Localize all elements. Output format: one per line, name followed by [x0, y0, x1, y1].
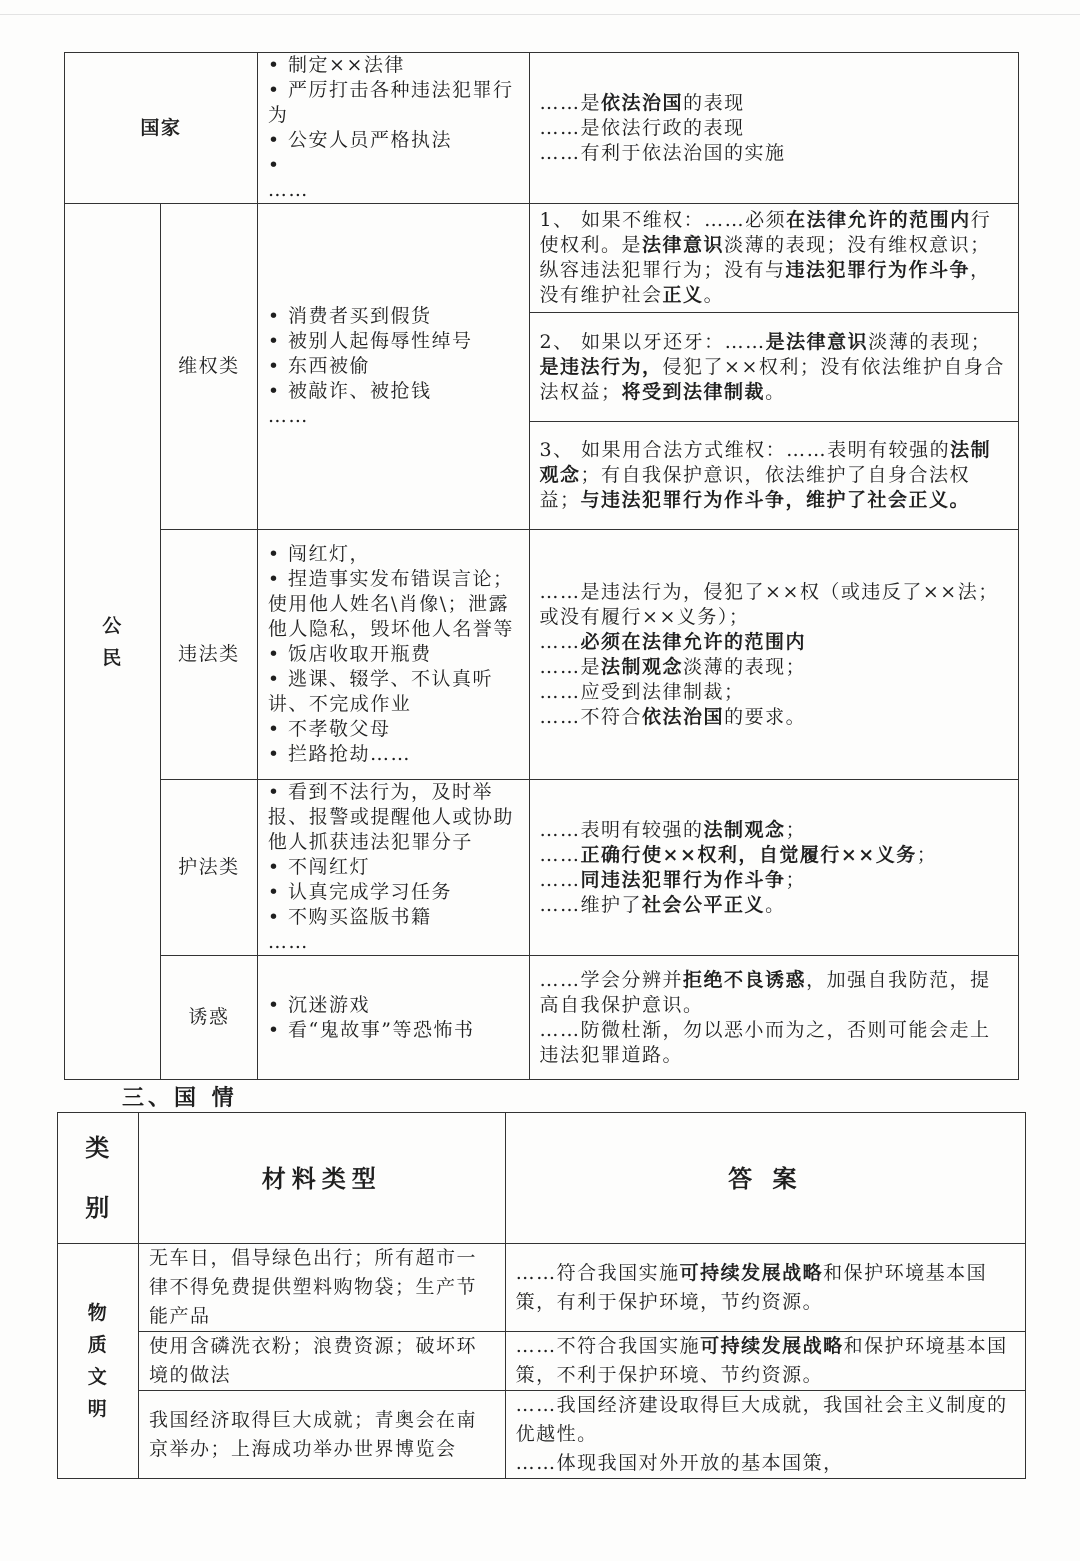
- answer-text: 。: [703, 284, 725, 306]
- answer-text: 淡薄的表现；没有维权意识；纵容违法犯罪行为；没有与: [539, 234, 991, 281]
- answer-row-2: [505, 1332, 1025, 1391]
- emphasis-text: 违法犯罪行为作斗争: [785, 259, 971, 281]
- answer-line: [540, 843, 1008, 868]
- answer-line: [540, 1018, 1008, 1068]
- citizen-label: 公民: [65, 204, 161, 1080]
- emphasis-text: 拒绝不良诱惑: [683, 968, 807, 991]
- answer-text: ……不符合我国实施: [515, 1335, 701, 1357]
- answer-text: ……是: [539, 655, 602, 678]
- emphasis-text: 社会公平正义: [642, 893, 766, 916]
- header-answer: 答 案: [505, 1113, 1025, 1244]
- illegal-materials: [257, 530, 529, 780]
- state-materials: [257, 53, 529, 204]
- emphasis-text: 是法律意识: [765, 330, 869, 353]
- header-material-type: 材料类型: [138, 1113, 505, 1244]
- emphasis-text: 可持续发展战略: [700, 1335, 844, 1357]
- material-item: ……: [267, 179, 309, 201]
- answer-text: 行使权利。是: [539, 209, 992, 256]
- answer-text: ……是依法行政的表现: [539, 116, 745, 139]
- material-item: • 捏造事实发布错误言论；使用他人姓名\肖像\；泄露他人隐私，毁坏他人名誉等: [267, 568, 514, 640]
- rights-materials: [257, 204, 529, 530]
- header-row: [58, 1113, 1026, 1244]
- material-item: ……: [267, 931, 309, 953]
- answer-line: [540, 818, 1008, 843]
- answer-text: ，加强自我防范，提高自我保护意识。: [539, 968, 991, 1016]
- emphasis-text: 正确行使××权利，自觉履行××义务: [580, 843, 917, 866]
- answer-line: [516, 1332, 1015, 1390]
- emphasis-text: 是违法行为，: [539, 355, 663, 378]
- material-item: ……: [267, 405, 309, 427]
- illegal-label: 违法类: [160, 530, 257, 780]
- emphasis-text: 将受到法律制裁: [621, 380, 766, 403]
- answer-line: [540, 705, 1008, 730]
- material-item: • 看“鬼故事”等恐怖书: [267, 1018, 475, 1041]
- protect-materials: [257, 780, 529, 956]
- material-row-3: 我国经济取得巨大成就；青奥会在南京举办；上海成功举办世界博览会: [138, 1391, 505, 1479]
- answer-text: ……体现我国对外开放的基本国策，: [515, 1452, 844, 1474]
- emphasis-text: 法制观念: [703, 818, 786, 841]
- answer-line: [540, 91, 1008, 116]
- answer-line: [540, 655, 1008, 680]
- answer-line: [540, 141, 1008, 166]
- emphasis-text: 与违法犯罪行为作斗争，维护了社会正义。: [580, 489, 971, 511]
- material-item: • 不闯红灯: [267, 856, 371, 878]
- answer-text: 的表现: [683, 91, 745, 114]
- answer-text: ……是违法行为，侵犯了××权（或违反了××法；或没有履行××义务）；: [539, 580, 999, 628]
- answer-line: [540, 116, 1008, 141]
- answer-text: 。: [765, 893, 786, 916]
- answer-text: ……: [539, 868, 581, 891]
- answer-line: [540, 630, 1008, 655]
- answer-text: 。: [765, 380, 786, 403]
- rights-answer-1: [529, 204, 1018, 313]
- material-item: • 饭店收取开瓶费: [267, 643, 432, 665]
- rights-answer-3: [529, 422, 1018, 530]
- answer-text: 2、 如果以牙还牙：……: [539, 330, 766, 353]
- emphasis-text: 正义: [662, 284, 704, 306]
- answer-text: ……学会分辨并: [539, 968, 684, 991]
- material-item: • 闯红灯，: [267, 543, 371, 565]
- rights-label: 维权类: [160, 204, 257, 530]
- state-label: 国家: [65, 53, 258, 204]
- answer-text: ；: [785, 818, 807, 841]
- material-item: •: [267, 154, 281, 176]
- answer-row-1: [505, 1244, 1025, 1332]
- material-item: • 制定××法律: [267, 54, 405, 76]
- top-divider: [0, 14, 1080, 15]
- answer-text: ；: [916, 843, 938, 866]
- illegal-answers: [529, 530, 1018, 780]
- answer-text: 的要求。: [724, 705, 807, 728]
- answer-text: ；: [785, 868, 807, 891]
- material-item: • 不孝敬父母: [267, 718, 391, 740]
- answer-text: ……: [539, 843, 581, 866]
- answer-line: [540, 580, 1008, 630]
- national-conditions-table: [57, 1112, 1026, 1479]
- material-row-2: 使用含磷洗衣粉；浪费资源；破坏环境的做法: [138, 1332, 505, 1391]
- emphasis-text: 依法治国: [601, 91, 684, 114]
- temptation-answers: [529, 956, 1018, 1080]
- answer-line: [516, 1391, 1015, 1449]
- temptation-label: 诱惑: [160, 956, 257, 1080]
- material-item: • 沉迷游戏: [267, 993, 371, 1016]
- emphasis-text: 在法律允许的范围内: [786, 209, 971, 231]
- answer-row-3: [505, 1391, 1025, 1479]
- material-item: • 不购买盗版书籍: [267, 906, 432, 928]
- material-item: • 公安人员严格执法: [267, 129, 453, 151]
- material-item: • 被别人起侮辱性绰号: [267, 330, 473, 352]
- answer-text: ……表明有较强的: [539, 818, 704, 841]
- material-item: • 认真完成学习任务: [267, 881, 453, 903]
- answer-text: 淡薄的表现；: [868, 330, 992, 353]
- emphasis-text: 法律意识: [642, 234, 725, 256]
- material-row-1: 无车日，倡导绿色出行；所有超市一律不得免费提供塑料购物袋；生产节能产品: [138, 1244, 505, 1332]
- answer-text: 1、 如果不维权：……必须: [539, 209, 787, 231]
- emphasis-text: 可持续发展战略: [679, 1261, 824, 1284]
- material-item: • 拦路抢劫……: [267, 743, 412, 765]
- answer-text: ……不符合: [539, 705, 643, 728]
- material-item: • 被敲诈、被抢钱: [267, 380, 432, 402]
- answer-text: 和保护环境基本国策，不利于保护环境、节约资源。: [515, 1335, 1008, 1386]
- temptation-materials: [257, 956, 529, 1080]
- material-item: • 看到不法行为，及时举报、报警或提醒他人或协助他人抓获违法犯罪分子: [267, 781, 514, 853]
- emphasis-text: 依法治国: [642, 705, 725, 728]
- state-row: [65, 53, 1019, 204]
- protect-label: 护法类: [160, 780, 257, 956]
- answer-text: 和保护环境基本国策，有利于保护环境，节约资源。: [515, 1261, 988, 1313]
- section-title: 三、国 情: [122, 1085, 238, 1111]
- answer-text: ……防微杜渐，勿以恶小而为之，否则可能会走上违法犯罪道路。: [539, 1018, 991, 1066]
- material-item: • 逃课、辍学、不认真听讲、不完成作业: [267, 668, 494, 715]
- answer-line: [516, 1449, 1015, 1478]
- answer-line: [540, 968, 1008, 1018]
- answer-text: ……有利于依法治国的实施: [539, 141, 786, 164]
- answer-text: 3、 如果用合法方式维权：……表明有较强的: [539, 439, 951, 461]
- material-civilization-label: 物质文明: [58, 1244, 139, 1479]
- answer-text: ……我国经济建设取得巨大成就，我国社会主义制度的优越性。: [515, 1394, 1008, 1445]
- answer-text: ……应受到法律制裁；: [539, 680, 745, 703]
- answer-text: 淡薄的表现；: [683, 655, 807, 678]
- answer-text: ……维护了: [539, 893, 643, 916]
- emphasis-text: 法制观念: [539, 439, 992, 486]
- header-category: 类别: [58, 1113, 139, 1244]
- state-answers: [529, 53, 1018, 204]
- emphasis-text: 必须在法律允许的范围内: [580, 630, 807, 653]
- emphasis-text: 同违法犯罪行为作斗争: [580, 868, 786, 891]
- answer-text: ……: [539, 630, 581, 653]
- material-item: • 严厉打击各种违法犯罪行为: [267, 79, 514, 126]
- answer-text: ……符合我国实施: [515, 1261, 680, 1284]
- answer-line: [540, 893, 1008, 918]
- material-item: • 消费者买到假货: [267, 305, 432, 327]
- answer-line: [540, 680, 1008, 705]
- answer-line: [540, 868, 1008, 893]
- answer-line: [516, 1259, 1015, 1317]
- rights-answer-2: [529, 313, 1018, 422]
- law-table: [64, 52, 1019, 1080]
- emphasis-text: 法制观念: [601, 655, 684, 678]
- material-item: • 东西被偷: [267, 355, 371, 377]
- answer-text: 侵犯了××权利；没有依法维护自身合法权益；: [539, 355, 1005, 403]
- answer-text: ，没有维护社会: [539, 259, 991, 306]
- answer-text: ……是: [539, 91, 602, 114]
- protect-answers: [529, 780, 1018, 956]
- answer-text: ；有自我保护意识，依法维护了自身合法权益；: [539, 464, 971, 511]
